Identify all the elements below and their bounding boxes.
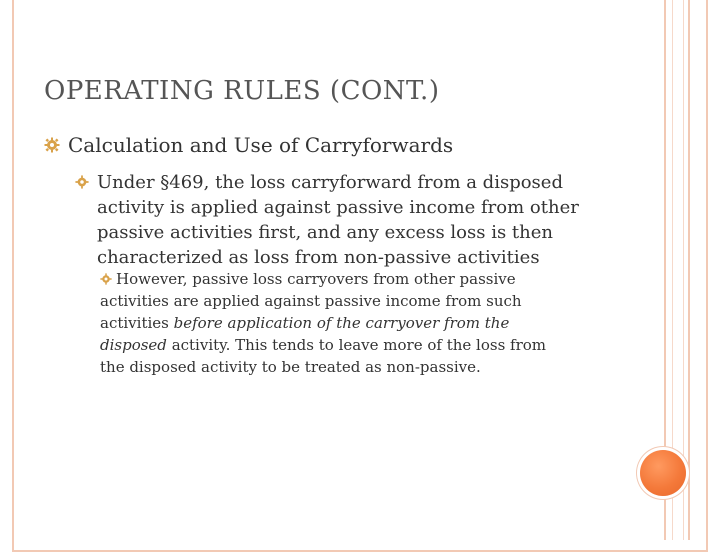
gear-icon — [100, 273, 112, 285]
bullet-level-3-line — [100, 312, 616, 334]
bullet-level-3-line: However, passive loss carryovers from other passive — [116, 270, 516, 288]
bullet-level-2-line: Under §469, the loss carryforward from a disposed — [97, 172, 563, 193]
bullet-level-3-line — [100, 334, 616, 356]
bullet-level-3-line: the disposed activity to be treated as non-passive. — [100, 358, 481, 376]
slide-title: OPERATING RULES (CONT.) — [44, 76, 440, 106]
bullet-level-3-plain: activity. This tends to leave more of the loss from — [166, 336, 547, 354]
bullet-level-3-italic: disposed — [100, 336, 167, 354]
bullet-level-2-line: passive activities first, and any excess loss is then — [97, 222, 553, 243]
bullet-level-1-text: Calculation and Use of Carryforwards — [68, 133, 454, 157]
bullet-level-2-line: characterized as loss from non-passive activities — [97, 247, 540, 268]
decorative-circle — [640, 450, 686, 496]
gear-icon — [75, 175, 89, 189]
bullet-level-2-line: activity is applied against passive income from other — [97, 197, 579, 218]
bullet-level-3-italic: before application of the carryover from the — [173, 314, 510, 332]
gear-icon — [44, 137, 60, 153]
bullet-level-3-text — [100, 268, 616, 378]
bullet-level-3-plain: activities — [100, 314, 174, 332]
bullet-level-3-line: activities are applied against passive income from such — [100, 292, 522, 310]
bullet-level-2-text — [97, 170, 637, 270]
